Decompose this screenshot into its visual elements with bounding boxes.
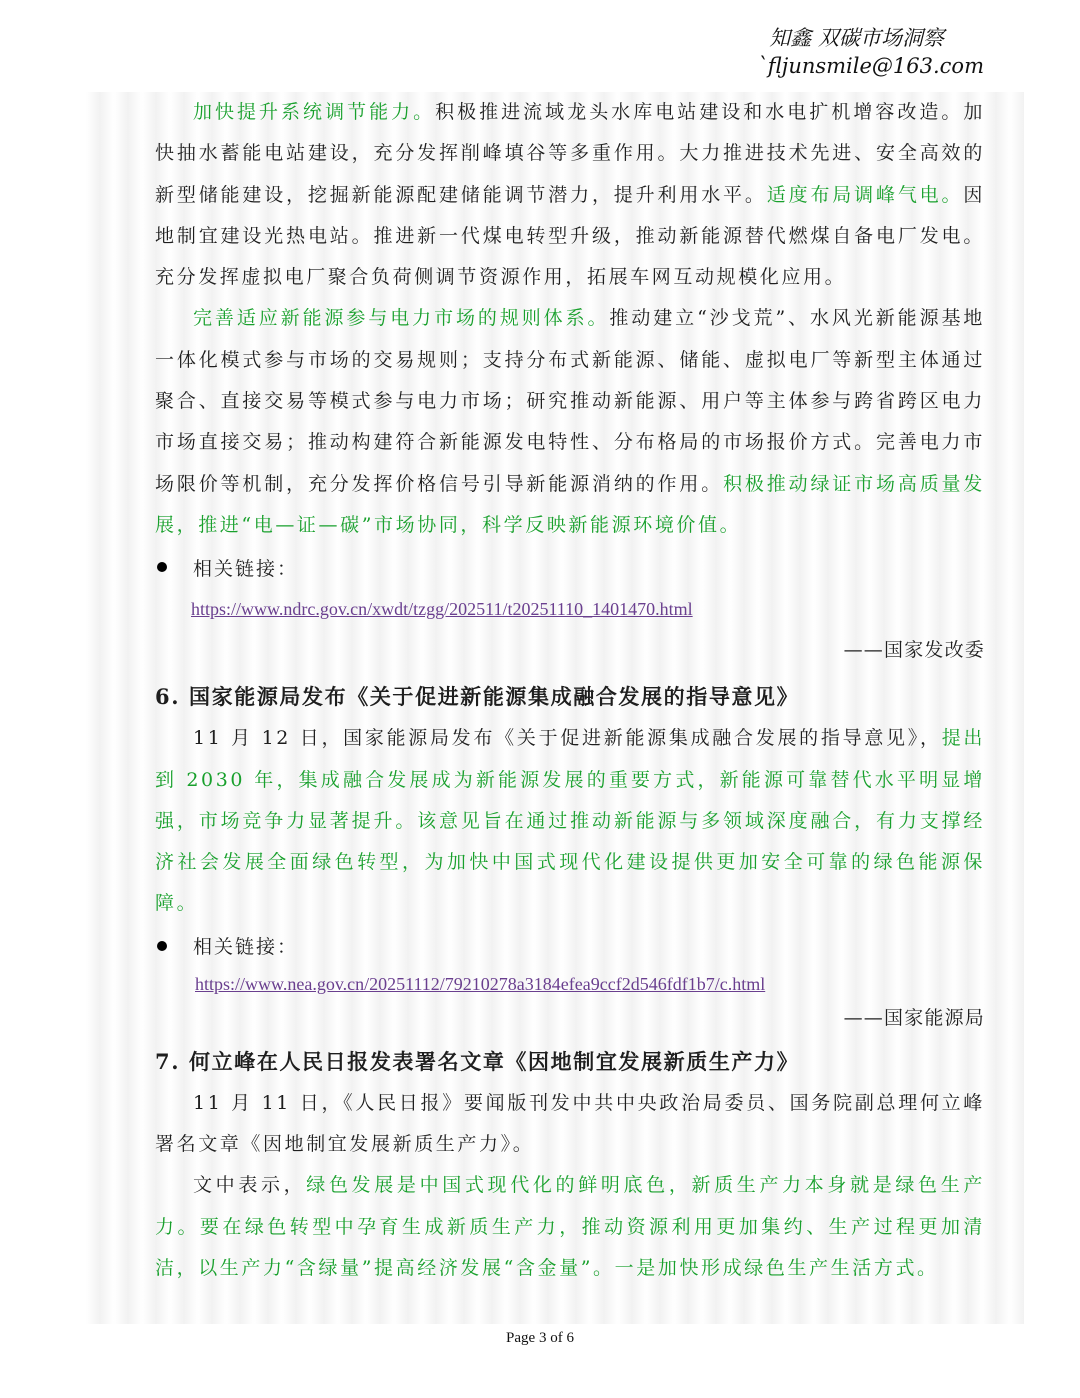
related-link-bullet bbox=[155, 925, 985, 967]
page-footer: Page 3 of 6 bbox=[506, 1330, 574, 1346]
header-title: 知鑫 双碳市场洞察 bbox=[769, 26, 944, 50]
section-7-paragraph-2 bbox=[155, 1165, 985, 1289]
section-6-paragraph bbox=[155, 718, 985, 924]
green-lead: 加快提升系统调节能力。 bbox=[193, 101, 436, 123]
paragraph-system-regulation bbox=[155, 92, 985, 298]
green-lead: 完善适应新能源参与电力市场的规则体系。 bbox=[193, 307, 610, 330]
paragraph-text: 积极推进流域龙头水库电站建设和水电扩机增容改造。加快抽水蓄能电站建设，充分发挥削峰填谷等多重作用。大力推进技术先进、安全高效的新型储能建设，挖掘新能源配建储能调节潜力，提升利用水平。 bbox=[155, 101, 985, 206]
green-highlight: 提出到 2030 年，集成融合发展成为新能源发展的重要方式，新能源可靠替代水平明显增强，市场竞争力显著提升。该意见旨在通过推动新能源与多领域深度融合，有力支撑经济社会发展全面绿色转型，为加快中国式现代化建设提供更加安全可靠的绿色能源保障。 bbox=[155, 727, 986, 915]
page-header bbox=[757, 24, 984, 80]
green-highlight: 积极推动绿证市场高质量发展，推进“电—证—碳”市场协同，科学反映新能源环境价值。 bbox=[155, 472, 985, 536]
section-7-heading: 7. 何立峰在人民日报发表署名文章《因地制宜发展新质生产力》 bbox=[155, 1048, 800, 1074]
bullet-icon bbox=[157, 941, 167, 951]
bullet-icon bbox=[157, 562, 167, 572]
paragraph-text: 文中表示， bbox=[193, 1174, 307, 1197]
header-email: `fljunsmile@163.com bbox=[757, 54, 984, 78]
related-link-bullet bbox=[155, 546, 985, 588]
related-link-label: 相关链接： bbox=[193, 557, 299, 580]
related-link-label: 相关链接： bbox=[193, 936, 299, 959]
paragraph-market-rules bbox=[155, 298, 985, 546]
source-attribution: ——国家能源局 bbox=[843, 1006, 985, 1029]
document-body bbox=[155, 92, 985, 1289]
related-link-row bbox=[155, 588, 985, 630]
source-attribution: ——国家发改委 bbox=[843, 639, 985, 662]
section-6-heading: 6. 国家能源局发布《关于促进新能源集成融合发展的指导意见》 bbox=[155, 684, 800, 710]
section-7-paragraph-1: 11 月 11 日，《人民日报》要闻版刊发中共中央政治局委员、国务院副总理何立峰署名文章《因地制宜发展新质生产力》。 bbox=[155, 1091, 985, 1156]
ndrc-link[interactable]: https://www.ndrc.gov.cn/xwdt/tzgg/202511/t20251110_1401470.html bbox=[191, 599, 693, 620]
paragraph-text: 推动建立“沙戈荒”、水风光新能源基地一体化模式参与市场的交易规则；支持分布式新能源、储能、虚拟电厂等新型主体通过聚合、直接交易等模式参与电力市场；研究推动新能源、用户等主体参与跨省跨区电力市场直接交易；推动构建符合新能源发电特性、分布格局的市场报价方式。完善电力市场限价等机制，充分发挥价格信号引导新能源消纳的作用。 bbox=[155, 307, 985, 495]
green-highlight: 绿色发展是中国式现代化的鲜明底色，新质生产力本身就是绿色生产力。要在绿色转型中孕育生成新质生产力，推动资源利用更加集约、生产过程更加清洁，以生产力“含绿量”提高经济发展“含金量”。一是加快形成绿色生产生活方式。 bbox=[155, 1174, 985, 1279]
related-link-row bbox=[155, 967, 985, 1001]
paragraph-text: 因地制宜建设光热电站。推进新一代煤电转型升级，推动新能源替代燃煤自备电厂发电。充分发挥虚拟电厂聚合负荷侧调节资源作用，拓展车网互动规模化应用。 bbox=[155, 183, 985, 289]
nea-link[interactable]: https://www.nea.gov.cn/20251112/79210278a3184efea9ccf2d546fdf1b7/c.html bbox=[195, 973, 766, 994]
paragraph-text: 11 月 12 日，国家能源局发布《关于促进新能源集成融合发展的指导意见》， bbox=[193, 727, 942, 750]
green-highlight: 适度布局调峰气电。 bbox=[766, 183, 964, 206]
